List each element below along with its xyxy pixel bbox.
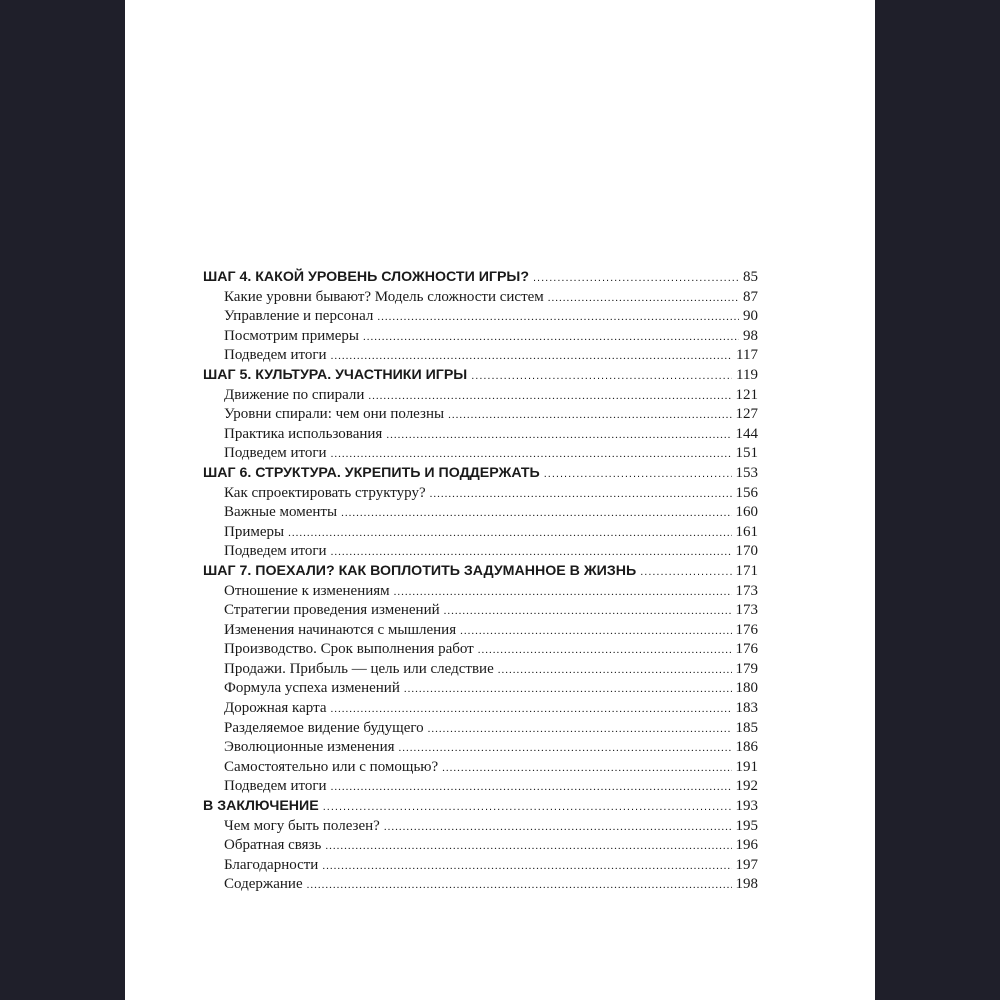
toc-section-entry <box>203 679 758 699</box>
toc-page-number: 170 <box>735 543 758 560</box>
toc-entry-title: Содержание <box>224 876 303 893</box>
dot-leader <box>368 386 731 407</box>
toc-section-entry <box>203 738 758 758</box>
toc-section-entry <box>203 777 758 797</box>
toc-section-entry <box>203 523 758 543</box>
toc-section-entry <box>203 601 758 621</box>
dot-leader <box>363 327 739 348</box>
toc-entry-title: Изменения начинаются с мышления <box>224 621 457 638</box>
toc-page-number: 179 <box>735 660 758 677</box>
toc-page-number: 197 <box>735 856 758 873</box>
toc-section-entry <box>203 660 758 680</box>
toc-entry-title: Чем могу быть полезен? <box>224 817 380 834</box>
dot-leader <box>471 366 732 387</box>
toc-section-entry <box>203 503 758 523</box>
toc-entry-title: ШАГ 4. КАКОЙ УРОВЕНЬ СЛОЖНОСТИ ИГРЫ? <box>203 269 529 285</box>
dot-leader <box>404 679 732 700</box>
toc-page-number: 186 <box>735 739 758 756</box>
toc-page-number: 160 <box>735 504 758 521</box>
toc-page-number: 153 <box>735 464 758 481</box>
toc-entry-title: Уровни спирали: чем они полезны <box>224 406 445 423</box>
toc-chapter-entry <box>203 366 758 386</box>
toc-entry-title: Самостоятельно или с помощью? <box>224 758 439 775</box>
toc-section-entry <box>203 327 758 347</box>
dot-leader <box>330 699 731 720</box>
toc-section-entry <box>203 405 758 425</box>
dot-leader <box>331 542 732 563</box>
toc-section-entry <box>203 542 758 562</box>
toc-entry-title: ШАГ 5. КУЛЬТУРА. УЧАСТНИКИ ИГРЫ <box>203 366 468 383</box>
toc-entry-title: Практика использования <box>224 425 383 442</box>
toc-section-entry <box>203 640 758 660</box>
toc-entry-title: Стратегии проведения изменений <box>224 602 440 619</box>
toc-page-number: 119 <box>736 366 758 383</box>
toc-entry-title: Какие уровни бывают? Модель сложности систем <box>224 288 544 305</box>
table-of-contents <box>203 268 758 895</box>
toc-entry-title: Дорожная карта <box>224 700 327 717</box>
toc-page-number: 161 <box>735 523 758 540</box>
toc-page-number: 198 <box>735 876 758 893</box>
dot-leader <box>307 875 732 896</box>
toc-page-number: 180 <box>735 680 758 697</box>
toc-page-number: 171 <box>735 562 758 579</box>
dot-leader <box>322 856 731 877</box>
dot-leader <box>331 346 732 367</box>
toc-chapter-entry <box>203 797 758 817</box>
dot-leader <box>544 464 732 485</box>
toc-page-number: 192 <box>735 778 758 795</box>
dot-leader <box>444 601 732 622</box>
dot-leader <box>386 425 731 446</box>
toc-entry-title: Подведем итоги <box>224 347 327 364</box>
toc-page-number: 144 <box>735 425 758 442</box>
dot-leader <box>430 484 732 505</box>
toc-page-number: 191 <box>735 758 758 775</box>
dot-leader <box>384 817 732 838</box>
toc-entry-title: Производство. Срок выполнения работ <box>224 641 474 658</box>
toc-chapter-entry <box>203 464 758 484</box>
toc-chapter-entry <box>203 268 758 288</box>
toc-page-number: 156 <box>735 484 758 501</box>
toc-section-entry <box>203 425 758 445</box>
toc-page-number: 98 <box>743 327 758 344</box>
toc-page-number: 183 <box>735 700 758 717</box>
toc-entry-title: Подведем итоги <box>224 543 327 560</box>
toc-entry-title: Управление и персонал <box>224 308 374 325</box>
toc-section-entry <box>203 484 758 504</box>
toc-section-entry <box>203 582 758 602</box>
toc-page-number: 87 <box>743 288 758 305</box>
dot-leader <box>394 582 732 603</box>
toc-entry-title: Продажи. Прибыль — цель или следствие <box>224 660 494 677</box>
toc-section-entry <box>203 875 758 895</box>
toc-section-entry <box>203 386 758 406</box>
toc-entry-title: ШАГ 7. ПОЕХАЛИ? КАК ВОПЛОТИТЬ ЗАДУМАННОЕ В ЖИЗНЬ <box>203 562 637 579</box>
dot-leader <box>498 660 732 681</box>
toc-entry-title: Обратная связь <box>224 837 322 854</box>
dot-leader <box>533 268 739 289</box>
toc-page-number: 176 <box>735 621 758 638</box>
toc-entry-title: Подведем итоги <box>224 445 327 462</box>
toc-section-entry <box>203 817 758 837</box>
toc-page-number: 85 <box>743 269 758 285</box>
toc-page-number: 151 <box>735 445 758 462</box>
dot-leader <box>399 738 732 759</box>
dot-leader <box>428 719 732 740</box>
dot-leader <box>325 836 731 857</box>
dot-leader <box>331 777 732 798</box>
toc-page-number: 127 <box>735 406 758 423</box>
dot-leader <box>288 523 731 544</box>
dot-leader <box>442 758 731 779</box>
toc-entry-title: Благодарности <box>224 856 319 873</box>
toc-page-number: 173 <box>735 602 758 619</box>
toc-page-number: 195 <box>735 817 758 834</box>
toc-section-entry <box>203 719 758 739</box>
toc-section-entry <box>203 346 758 366</box>
toc-entry-title: Отношение к изменениям <box>224 582 390 599</box>
toc-entry-title: Подведем итоги <box>224 778 327 795</box>
toc-entry-title: Важные моменты <box>224 504 338 521</box>
toc-entry-title: Посмотрим примеры <box>224 327 359 344</box>
toc-page-number: 193 <box>735 798 758 815</box>
toc-section-entry <box>203 444 758 464</box>
toc-page-number: 173 <box>735 582 758 599</box>
toc-section-entry <box>203 856 758 876</box>
dot-leader <box>323 797 732 818</box>
toc-section-entry <box>203 699 758 719</box>
toc-entry-title: Как спроектировать структуру? <box>224 484 426 501</box>
toc-section-entry <box>203 758 758 778</box>
toc-entry-title: Разделяемое видение будущего <box>224 719 424 736</box>
toc-section-entry <box>203 288 758 308</box>
dot-leader <box>548 288 739 309</box>
toc-entry-title: Примеры <box>224 523 285 540</box>
book-page <box>125 0 875 1000</box>
dot-leader <box>460 621 731 642</box>
toc-section-entry <box>203 621 758 641</box>
toc-page-number: 117 <box>736 347 758 364</box>
dot-leader <box>331 444 732 465</box>
toc-page-number: 121 <box>735 386 758 403</box>
toc-chapter-entry <box>203 562 758 582</box>
toc-entry-title: Движение по спирали <box>224 386 365 403</box>
toc-entry-title: Формула успеха изменений <box>224 680 400 697</box>
dot-leader <box>377 307 739 328</box>
toc-page-number: 185 <box>735 719 758 736</box>
dot-leader <box>478 640 732 661</box>
toc-page-number: 90 <box>743 308 758 325</box>
dot-leader <box>448 405 731 426</box>
toc-page-number: 176 <box>735 641 758 658</box>
toc-entry-title: Эволюционные изменения <box>224 739 395 756</box>
toc-entry-title: В ЗАКЛЮЧЕНИЕ <box>203 798 319 815</box>
toc-section-entry <box>203 836 758 856</box>
toc-page-number: 196 <box>735 837 758 854</box>
toc-section-entry <box>203 307 758 327</box>
dot-leader <box>640 562 731 583</box>
toc-entry-title: ШАГ 6. СТРУКТУРА. УКРЕПИТЬ И ПОДДЕРЖАТЬ <box>203 464 540 481</box>
dot-leader <box>341 503 731 524</box>
